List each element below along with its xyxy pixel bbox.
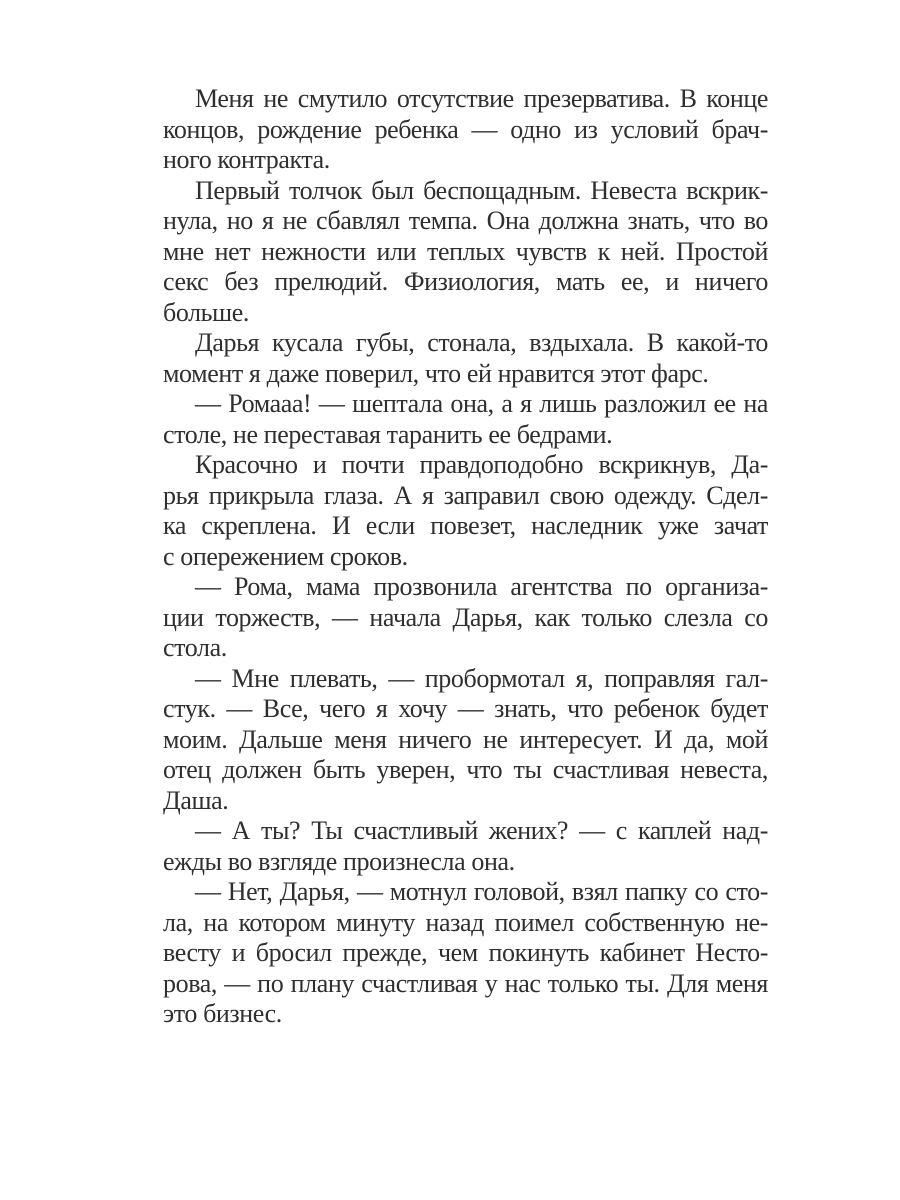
paragraph (163, 572, 768, 664)
text-line: Красочно и почти правдоподобно вскрикнув, Да- (195, 450, 768, 479)
text-line: больше. (163, 297, 249, 327)
text-line: — Рома, мама прозвонила агентства по организа- (195, 572, 768, 601)
text-line: Даша. (163, 785, 229, 815)
text-line: — А ты? Ты счастливый жених? — с каплей над- (195, 816, 768, 845)
text-line: ка скреплена. И если повезет, наследник уже зачат (163, 511, 768, 540)
text-line: — Мне плевать, — пробормотал я, поправляя гал- (195, 663, 768, 693)
text-line: ежды во взгляде произнесла она. (163, 846, 515, 876)
text-line: стола. (163, 633, 227, 662)
paragraph (163, 176, 768, 329)
text-block (163, 84, 768, 1030)
text-line: концов, рождение ребенка — одно из условий брач- (163, 114, 768, 144)
text-line: нула, но я не сбавлял темпа. Она должна знать, что во (163, 206, 768, 235)
text-line: Дарья кусала губы, стонала, вздыхала. В какой-то (195, 328, 768, 357)
text-line: — Нет, Дарья, — мотнул головой, взял папку со сто- (195, 877, 768, 906)
paragraph (163, 877, 768, 1030)
text-line: ла, на котором минуту назад поимел собственную не- (163, 907, 768, 937)
text-line: Первый толчок был беспощадным. Невеста вскрик- (195, 175, 768, 205)
text-line: весту и бросил прежде, чем покинуть кабинет Несто- (163, 938, 768, 967)
paragraph (163, 816, 768, 877)
paragraph (163, 450, 768, 572)
paragraph (163, 328, 768, 389)
text-line: стук. — Все, чего я хочу — знать, что ребенок будет (163, 694, 768, 723)
text-line: отец должен быть уверен, что ты счастливая невеста, (163, 755, 768, 784)
text-line: с опережением сроков. (163, 541, 408, 571)
text-line: ции торжеств, — начала Дарья, как только слезла со (163, 602, 768, 632)
text-line: моим. Дальше меня ничего не интересует. И да, мой (163, 724, 768, 754)
paragraph (163, 84, 768, 176)
text-line: ного контракта. (163, 145, 330, 174)
text-line: столе, не переставая таранить ее бедрами. (163, 419, 613, 449)
text-line: мне нет нежности или теплых чувств к ней. Простой (163, 236, 768, 266)
text-line: это бизнес. (163, 999, 282, 1028)
text-line: рья прикрыла глаза. А я заправил свою одежду. Сдел- (163, 480, 768, 510)
paragraph (163, 389, 768, 450)
text-line: Меня не смутило отсутствие презерватива. В конце (195, 84, 768, 113)
paragraph (163, 664, 768, 817)
text-line: рова, — по плану счастливая у нас только ты. Для меня (163, 968, 768, 998)
text-line: — Ромааа! — шептала она, а я лишь разложил ее на (195, 389, 768, 418)
text-line: момент я даже поверил, что ей нравится этот фарс. (163, 358, 709, 388)
text-line: секс без прелюдий. Физиология, мать ее, и ничего (163, 267, 768, 296)
